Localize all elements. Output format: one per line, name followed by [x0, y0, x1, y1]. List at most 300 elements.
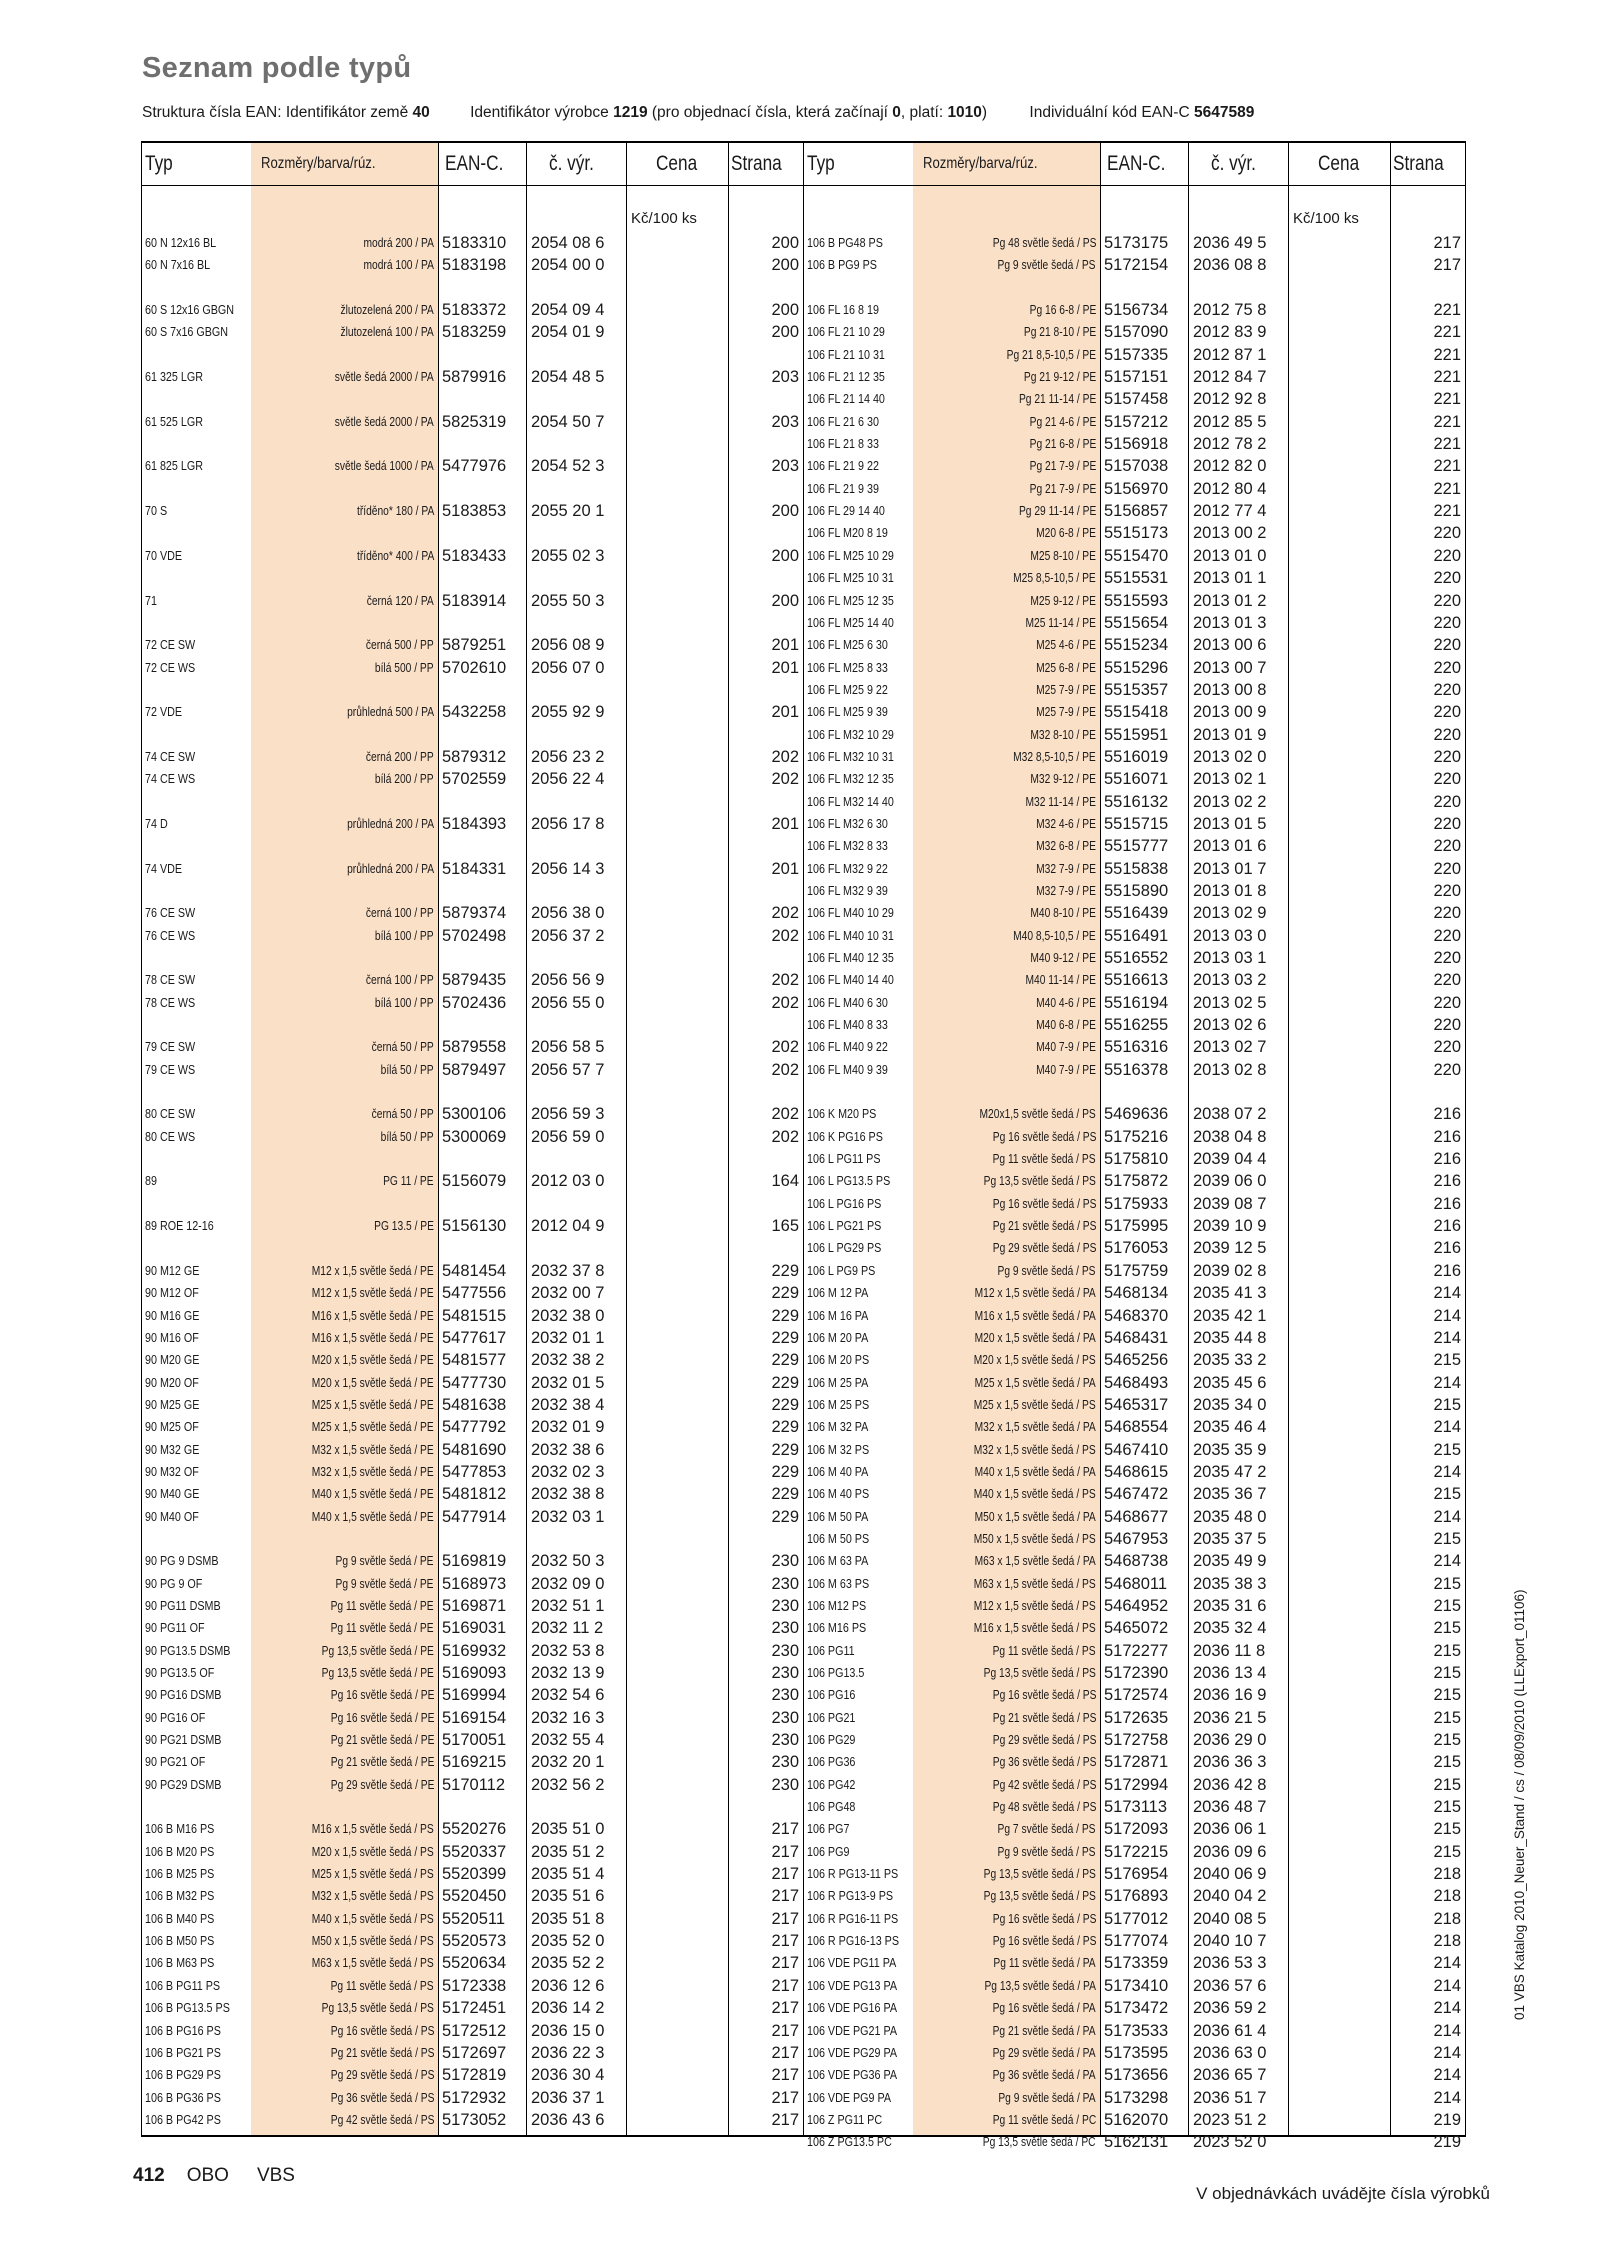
cell-ean: 5468493 [1104, 1373, 1169, 1392]
cell-typ: 74 CE WS [145, 772, 196, 787]
cell-rozmery: M20 x 1,5 světle šedá / PE [312, 1353, 434, 1368]
cell-cislo-vyrobku: 2032 38 4 [531, 1395, 605, 1414]
cell-ean: 5516019 [1104, 747, 1169, 766]
cell-cislo-vyrobku: 2036 30 4 [531, 2066, 605, 2085]
cell-cislo-vyrobku: 2012 84 7 [1193, 368, 1267, 387]
cell-rozmery: Pg 21 8-10 / PE [1023, 325, 1096, 340]
cell-cislo-vyrobku: 2056 58 5 [531, 1038, 605, 1057]
footer-brand-vbs: VBS [256, 2165, 295, 2186]
cell-cislo-vyrobku: 2013 01 1 [1193, 569, 1267, 588]
cell-typ: 106 FL M32 10 31 [807, 749, 894, 764]
spacer-row [141, 724, 803, 746]
cell-cislo-vyrobku: 2032 38 0 [531, 1306, 605, 1325]
cell-strana: 215 [1433, 1775, 1461, 1794]
cell-strana: 230 [771, 1664, 799, 1682]
cell-strana: 217 [771, 1887, 799, 1906]
table-row [803, 791, 1465, 813]
cell-rozmery: Pg 36 světle šedá / PS [992, 1755, 1096, 1770]
cell-cislo-vyrobku: 2036 61 4 [1193, 2021, 1267, 2040]
table-row [141, 2087, 803, 2109]
cell-ean: 5169031 [442, 1619, 507, 1638]
cell-rozmery: Pg 21 9-12 / PE [1023, 370, 1096, 385]
cell-rozmery: Pg 16 světle šedá / PE [330, 1710, 434, 1725]
table-row [141, 1640, 803, 1662]
ean-text-1: Struktura čísla EAN: Identifikátor země [142, 104, 409, 121]
table-row [141, 1573, 803, 1595]
cell-rozmery: Pg 11 světle šedá / PA [993, 1956, 1096, 1971]
cell-cislo-vyrobku: 2036 16 9 [1193, 1686, 1267, 1705]
header-rozmery: Rozměry/barva/rúz. [261, 155, 376, 172]
cell-cislo-vyrobku: 2013 00 8 [1193, 680, 1267, 699]
table-row [141, 902, 803, 924]
cell-typ: 70 S [145, 504, 168, 519]
cell-rozmery: M16 x 1,5 světle šedá / PS [312, 1822, 434, 1837]
cell-strana: 221 [1433, 412, 1461, 431]
cell-rozmery: M25 7-9 / PE [1036, 682, 1096, 697]
table-row [803, 1751, 1465, 1773]
cell-cislo-vyrobku: 2013 02 6 [1193, 1016, 1267, 1035]
cell-ean: 5300069 [442, 1127, 507, 1146]
page-title: Seznam podle typů [142, 52, 412, 84]
cell-typ: 106 B M20 PS [145, 1844, 215, 1859]
cell-cislo-vyrobku: 2055 50 3 [531, 591, 605, 610]
cell-strana: 214 [1433, 1954, 1461, 1973]
cell-ean: 5183310 [442, 234, 507, 252]
cell-ean: 5515470 [1104, 546, 1169, 565]
cell-ean: 5168973 [442, 1574, 507, 1593]
cell-rozmery: Pg 11 světle šedá / PE [331, 1621, 434, 1636]
cell-rozmery: černá 120 / PA [366, 593, 434, 608]
cell-ean: 5183259 [442, 323, 507, 342]
cell-typ: 106 FL M25 14 40 [807, 615, 894, 630]
cell-strana: 216 [1433, 1217, 1461, 1236]
table-row [141, 1439, 803, 1461]
cell-ean: 5169932 [442, 1641, 507, 1660]
cell-ean: 5515296 [1104, 658, 1169, 677]
cell-cislo-vyrobku: 2013 02 2 [1193, 792, 1267, 811]
cell-typ: 90 M16 GE [145, 1308, 200, 1323]
cell-ean: 5516132 [1104, 792, 1169, 811]
ean-text-6: Individuální kód EAN-C [1029, 104, 1190, 121]
cell-ean: 5515234 [1104, 636, 1169, 655]
table-row [141, 768, 803, 790]
cell-rozmery: Pg 13,5 světle šedá / PA [984, 1978, 1096, 1993]
ean-zero: 0 [892, 104, 901, 121]
cell-ean: 5184393 [442, 814, 507, 833]
cell-strana: 217 [771, 1999, 799, 2018]
cell-rozmery: průhledná 500 / PA [346, 705, 434, 720]
cell-strana: 200 [771, 502, 799, 521]
column-divider [1465, 143, 1466, 2135]
cell-rozmery: Pg 48 světle šedá / PS [992, 1800, 1096, 1815]
spacer-row [141, 344, 803, 366]
cell-ean: 5169994 [442, 1686, 507, 1705]
cell-typ: 90 PG13.5 OF [145, 1666, 215, 1680]
ean-country-code: 40 [412, 104, 430, 121]
cell-strana: 218 [1433, 1865, 1461, 1884]
table-row [803, 1908, 1465, 1930]
cell-cislo-vyrobku: 2032 53 8 [531, 1641, 605, 1660]
cell-typ: 106 B PG9 PS [807, 258, 877, 273]
cell-strana: 202 [771, 904, 799, 923]
cell-cislo-vyrobku: 2036 48 7 [1193, 1798, 1267, 1817]
cell-typ: 106 L PG16 PS [807, 1196, 882, 1211]
cell-rozmery: Pg 21 světle šedá / PS [992, 1710, 1096, 1725]
cell-strana: 219 [1433, 2133, 1461, 2152]
cell-cislo-vyrobku: 2013 01 7 [1193, 859, 1267, 878]
cell-typ: 72 VDE [145, 705, 183, 720]
cell-rozmery: Pg 21 8,5-10,5 / PE [1006, 347, 1096, 362]
table-row [803, 1573, 1465, 1595]
cell-cislo-vyrobku: 2035 52 2 [531, 1954, 605, 1973]
cell-strana: 229 [771, 1418, 799, 1437]
cell-rozmery: světle šedá 2000 / PA [335, 370, 434, 385]
cell-ean: 5172635 [1104, 1708, 1169, 1727]
cell-strana: 230 [771, 1775, 799, 1794]
cell-rozmery: Pg 13,5 světle šedá / PE [321, 1666, 434, 1680]
cell-typ: 106 B M25 PS [145, 1867, 215, 1882]
cell-typ: 106 FL M40 12 35 [807, 951, 894, 965]
cell-ean: 5515357 [1104, 680, 1169, 699]
cell-typ: 106 B PG16 PS [145, 2023, 221, 2038]
cell-ean: 5172871 [1104, 1753, 1169, 1772]
cell-strana: 164 [771, 1172, 799, 1191]
cell-cislo-vyrobku: 2036 63 0 [1193, 2043, 1267, 2062]
cell-rozmery: Pg 16 světle šedá / PS [992, 1688, 1096, 1703]
cell-rozmery: černá 100 / PP [366, 906, 434, 921]
cell-strana: 221 [1433, 390, 1461, 409]
cell-cislo-vyrobku: 2035 51 4 [531, 1865, 605, 1884]
cell-ean: 5156079 [442, 1172, 507, 1191]
cell-rozmery: M20 x 1,5 světle šedá / PA [974, 1330, 1096, 1345]
spacer-row [141, 835, 803, 857]
cell-ean: 5172819 [442, 2066, 507, 2085]
cell-cislo-vyrobku: 2054 09 4 [531, 301, 605, 320]
table-row [803, 1774, 1465, 1796]
header-cislo-vyrobku: č. výr. [549, 152, 594, 175]
cell-strana: 215 [1433, 1351, 1461, 1370]
table-row [141, 1707, 803, 1729]
cell-ean: 5477792 [442, 1418, 507, 1437]
cell-strana: 217 [771, 2021, 799, 2040]
cell-cislo-vyrobku: 2035 51 6 [531, 1887, 605, 1906]
cell-typ: 74 D [145, 816, 168, 831]
cell-strana: 216 [1433, 1261, 1461, 1280]
cell-cislo-vyrobku: 2036 43 6 [531, 2110, 605, 2129]
footer-page-info [133, 2165, 295, 2187]
cell-strana: 219 [1433, 2110, 1461, 2129]
cell-typ: 106 K M20 PS [807, 1107, 877, 1122]
cell-ean: 5173410 [1104, 1976, 1169, 1995]
cell-rozmery: průhledná 200 / PA [346, 816, 434, 831]
table-row [803, 1372, 1465, 1394]
cell-rozmery: M12 x 1,5 světle šedá / PA [974, 1286, 1096, 1301]
cell-strana: 214 [1433, 1306, 1461, 1325]
footer-order-note: V objednávkách uvádějte čísla výrobků [1196, 2184, 1490, 2203]
cell-cislo-vyrobku: 2032 51 1 [531, 1596, 605, 1615]
cell-cislo-vyrobku: 2012 04 9 [531, 1217, 605, 1236]
cell-cislo-vyrobku: 2035 35 9 [1193, 1440, 1267, 1459]
spacer-row [141, 1081, 803, 1103]
table-row [141, 1059, 803, 1081]
cell-rozmery: M25 4-6 / PE [1036, 638, 1096, 653]
cell-strana: 218 [1433, 1887, 1461, 1906]
cell-ean: 5173595 [1104, 2043, 1169, 2062]
cell-typ: 90 PG11 OF [145, 1621, 205, 1636]
cell-cislo-vyrobku: 2012 82 0 [1193, 457, 1267, 476]
cell-cislo-vyrobku: 2032 01 9 [531, 1418, 605, 1437]
cell-ean: 5169093 [442, 1664, 507, 1682]
cell-typ: 78 CE SW [145, 973, 196, 988]
cell-rozmery: M40 8,5-10,5 / PE [1013, 928, 1096, 943]
table-row [803, 1215, 1465, 1237]
table-row [141, 254, 803, 276]
cell-cislo-vyrobku: 2040 10 7 [1193, 1932, 1267, 1951]
cell-ean: 5157212 [1104, 412, 1169, 431]
cell-typ: 106 VDE PG13 PA [807, 1978, 898, 1993]
cell-ean: 5515531 [1104, 569, 1169, 588]
cell-cislo-vyrobku: 2013 01 5 [1193, 814, 1267, 833]
cell-ean: 5173472 [1104, 1999, 1169, 2018]
table-row [141, 634, 803, 656]
cell-ean: 5172994 [1104, 1775, 1169, 1794]
header-cena: Cena [656, 152, 698, 175]
cell-cislo-vyrobku: 2036 08 8 [1193, 256, 1267, 275]
cell-strana: 202 [771, 926, 799, 945]
cell-strana: 200 [771, 256, 799, 275]
table-row [803, 254, 1465, 276]
cell-cislo-vyrobku: 2035 31 6 [1193, 1596, 1267, 1615]
cell-typ: 106 R PG16-11 PS [807, 1911, 899, 1926]
spacer-row [141, 1148, 803, 1170]
cell-strana: 203 [771, 412, 799, 431]
table-row [803, 1148, 1465, 1170]
cell-ean: 5516378 [1104, 1060, 1169, 1079]
cell-typ: 106 FL M40 9 39 [807, 1062, 888, 1077]
cell-cislo-vyrobku: 2036 15 0 [531, 2021, 605, 2040]
cell-rozmery: Pg 21 6-8 / PE [1029, 437, 1096, 452]
cell-ean: 5879497 [442, 1060, 507, 1079]
cell-rozmery: M32 x 1,5 světle šedá / PE [312, 1442, 434, 1457]
cell-ean: 5515890 [1104, 881, 1169, 900]
cell-rozmery: M32 9-12 / PE [1030, 772, 1096, 787]
cell-typ: 106 FL M20 8 19 [807, 526, 888, 541]
table-row [803, 344, 1465, 366]
cell-typ: 106 B M50 PS [145, 1934, 215, 1949]
cell-typ: 106 FL M25 8 33 [807, 660, 888, 675]
cell-rozmery: PG 13.5 / PE [374, 1219, 434, 1234]
table-row [141, 1684, 803, 1706]
cell-typ: 90 M20 GE [145, 1353, 200, 1368]
cell-rozmery: M63 x 1,5 světle šedá / PA [974, 1554, 1096, 1569]
spacer-row [141, 522, 803, 544]
cell-typ: 89 ROE 12-16 [145, 1219, 214, 1234]
table-row [803, 1059, 1465, 1081]
cell-ean: 5173113 [1104, 1798, 1168, 1817]
cell-typ: 106 M 32 PS [807, 1442, 870, 1457]
cell-rozmery: M25 x 1,5 světle šedá / PS [974, 1397, 1096, 1412]
table-row [803, 1416, 1465, 1438]
cell-typ: 106 FL M40 14 40 [807, 973, 894, 988]
cell-rozmery: bílá 50 / PP [381, 1129, 434, 1144]
cell-typ: 106 PG42 [807, 1777, 856, 1792]
cell-cislo-vyrobku: 2013 02 5 [1193, 993, 1267, 1012]
cell-strana: 214 [1433, 1418, 1461, 1437]
cell-cislo-vyrobku: 2055 92 9 [531, 703, 605, 722]
cell-typ: 106 PG7 [807, 1822, 850, 1837]
cell-cislo-vyrobku: 2039 10 9 [1193, 1217, 1267, 1236]
table-row [803, 1796, 1465, 1818]
table-row [803, 992, 1465, 1014]
cell-cislo-vyrobku: 2013 00 2 [1193, 524, 1267, 543]
table-row [803, 1841, 1465, 1863]
cell-typ: 106 VDE PG9 PA [807, 2090, 892, 2105]
spacer-row [141, 947, 803, 969]
cell-typ: 106 M 50 PA [807, 1509, 869, 1524]
header-typ: Typ [145, 152, 173, 175]
table-row [803, 1975, 1465, 1997]
table-row [803, 1461, 1465, 1483]
cell-rozmery: M40 x 1,5 světle šedá / PS [974, 1487, 1096, 1502]
cell-typ: 106 B PG11 PS [145, 1978, 221, 1993]
cell-rozmery: M50 x 1,5 světle šedá / PS [974, 1531, 1096, 1546]
cell-ean: 5825319 [442, 412, 507, 431]
cell-cislo-vyrobku: 2035 51 2 [531, 1842, 605, 1861]
table-row [803, 1997, 1465, 2019]
cell-ean: 5183198 [442, 256, 507, 275]
cell-strana: 215 [1433, 1574, 1461, 1593]
table-row [141, 232, 803, 254]
table-row [803, 321, 1465, 343]
cell-cislo-vyrobku: 2056 59 3 [531, 1105, 605, 1124]
cell-typ: 106 FL M25 10 29 [807, 548, 894, 563]
cell-typ: 106 FL 21 9 22 [807, 459, 879, 474]
cell-rozmery: M25 6-8 / PE [1036, 660, 1096, 675]
cell-rozmery: M32 8,5-10,5 / PE [1013, 749, 1096, 764]
cell-ean: 5520511 [442, 1909, 506, 1928]
cell-typ: 71 [145, 593, 157, 608]
table-header [141, 143, 803, 185]
cell-typ: 106 B PG42 PS [145, 2112, 221, 2127]
cell-rozmery: černá 50 / PP [371, 1107, 434, 1122]
cell-cislo-vyrobku: 2012 92 8 [1193, 390, 1267, 409]
cell-ean: 5515951 [1104, 725, 1169, 744]
cell-strana: 217 [1433, 234, 1461, 252]
spacer-row [141, 567, 803, 589]
table-row [141, 545, 803, 567]
table-row [141, 1327, 803, 1349]
cell-rozmery: M32 x 1,5 světle šedá / PS [312, 1889, 434, 1904]
cell-cislo-vyrobku: 2035 33 2 [1193, 1351, 1267, 1370]
cell-cislo-vyrobku: 2056 07 0 [531, 658, 605, 677]
cell-rozmery: Pg 21 světle šedá / PS [330, 2045, 434, 2060]
cell-cislo-vyrobku: 2036 65 7 [1193, 2066, 1267, 2085]
cell-ean: 5477976 [442, 457, 507, 476]
cell-typ: 90 M40 GE [145, 1487, 200, 1502]
cell-cislo-vyrobku: 2036 09 6 [1193, 1842, 1267, 1861]
cell-typ: 60 S 12x16 GBGN [145, 303, 235, 318]
table-row [803, 1170, 1465, 1192]
cell-rozmery: M40 x 1,5 světle šedá / PE [312, 1487, 434, 1502]
table-header [803, 143, 1465, 185]
table-row [803, 1662, 1465, 1684]
cell-strana: 214 [1433, 2066, 1461, 2085]
cell-strana: 221 [1433, 323, 1461, 342]
cell-strana: 215 [1433, 1596, 1461, 1615]
cell-rozmery: Pg 36 světle šedá / PA [993, 2068, 1096, 2083]
table-row [803, 1729, 1465, 1751]
cell-cislo-vyrobku: 2039 02 8 [1193, 1261, 1267, 1280]
cell-strana: 220 [1433, 1060, 1461, 1079]
cell-strana: 200 [771, 234, 799, 252]
table-row [803, 1014, 1465, 1036]
cell-rozmery: M50 x 1,5 světle šedá / PA [974, 1509, 1096, 1524]
table-right-half [803, 143, 1465, 2152]
cell-typ: 106 FL 21 10 31 [807, 347, 885, 362]
cell-cislo-vyrobku: 2056 08 9 [531, 636, 605, 655]
cell-typ: 90 M12 GE [145, 1263, 200, 1278]
cell-strana: 221 [1433, 301, 1461, 320]
cell-ean: 5516613 [1104, 971, 1169, 990]
table-row [141, 1885, 803, 1907]
cell-typ: 106 R PG13-11 PS [807, 1867, 899, 1882]
cell-typ: 106 M 16 PA [807, 1308, 869, 1323]
cell-ean: 5702559 [442, 770, 507, 789]
cell-ean: 5520573 [442, 1932, 507, 1951]
cell-rozmery: M63 x 1,5 světle šedá / PS [974, 1576, 1096, 1591]
cell-rozmery: světle šedá 2000 / PA [335, 414, 434, 429]
spacer-row [803, 1081, 1465, 1103]
table-row [803, 679, 1465, 701]
cell-ean: 5515777 [1104, 837, 1169, 856]
cell-typ: 72 CE WS [145, 660, 196, 675]
cell-cislo-vyrobku: 2036 53 3 [1193, 1954, 1267, 1973]
cell-strana: 202 [771, 993, 799, 1012]
cell-rozmery: M25 x 1,5 světle šedá / PS [312, 1867, 434, 1882]
cell-ean: 5156857 [1104, 502, 1169, 521]
cell-ean: 5162131 [1104, 2133, 1169, 2152]
cell-rozmery: M32 x 1,5 světle šedá / PS [974, 1442, 1096, 1457]
table-row [141, 2020, 803, 2042]
header-underline [141, 185, 803, 186]
cell-cislo-vyrobku: 2036 14 2 [531, 1999, 605, 2018]
cell-cislo-vyrobku: 2013 03 2 [1193, 971, 1267, 990]
cell-typ: 90 M32 OF [145, 1464, 199, 1479]
cell-ean: 5520634 [442, 1954, 507, 1973]
cell-ean: 5172758 [1104, 1731, 1169, 1750]
cell-cislo-vyrobku: 2036 29 0 [1193, 1731, 1267, 1750]
cell-rozmery: Pg 48 světle šedá / PS [992, 236, 1096, 250]
table-row [141, 1662, 803, 1684]
type-list-table [141, 141, 1466, 2152]
cell-rozmery: M32 11-14 / PE [1025, 794, 1096, 809]
cell-rozmery: Pg 42 světle šedá / PS [992, 1777, 1096, 1792]
cell-ean: 5176954 [1104, 1865, 1169, 1884]
cell-cislo-vyrobku: 2012 77 4 [1193, 502, 1267, 521]
cell-strana: 218 [1433, 1909, 1461, 1928]
cell-typ: 106 FL 21 10 29 [807, 325, 885, 340]
ean-individual-code: 5647589 [1193, 104, 1255, 121]
cell-typ: 106 FL 21 8 33 [807, 437, 879, 452]
cell-cislo-vyrobku: 2036 12 6 [531, 1976, 605, 1995]
table-row [141, 1349, 803, 1371]
cell-strana: 220 [1433, 1038, 1461, 1057]
cell-strana: 220 [1433, 747, 1461, 766]
cell-ean: 5157458 [1104, 390, 1169, 409]
cell-strana: 217 [771, 1842, 799, 1861]
cell-cislo-vyrobku: 2035 46 4 [1193, 1418, 1267, 1437]
header-ean: EAN-C. [445, 152, 504, 175]
